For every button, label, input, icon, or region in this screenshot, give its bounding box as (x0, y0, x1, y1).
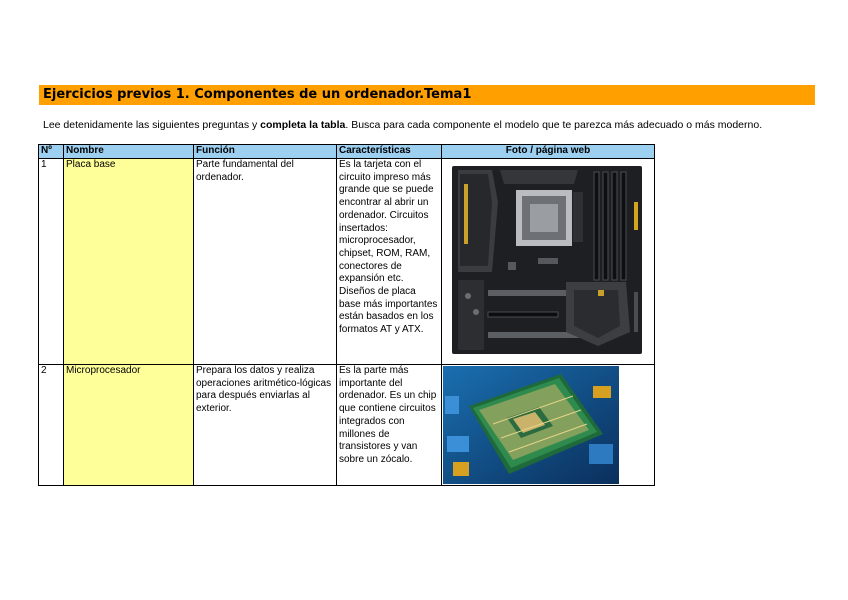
instructions-text: Lee detenidamente las siguientes preguntas y (43, 119, 261, 131)
table-row (39, 159, 655, 365)
motherboard-image (448, 162, 648, 358)
row-name: Microprocesador (64, 365, 194, 486)
row-name: Placa base (64, 159, 194, 365)
header-name: Nombre (64, 145, 194, 159)
header-photo: Foto / página web (442, 145, 655, 159)
header-features: Características (337, 145, 442, 159)
table-header-row (39, 145, 655, 159)
cpu-image (443, 366, 619, 484)
instructions-text-end: . Busca para cada componente el modelo que te parezca más adecuado o más moderno. (345, 119, 763, 131)
row-num: 2 (39, 365, 64, 486)
header-num: Nº (39, 145, 64, 159)
header-function: Función (194, 145, 337, 159)
row-function: Parte fundamental del ordenador. (194, 159, 337, 365)
row-features: Es la tarjeta con el circuito impreso más grande que se puede encontrar al abrir un ordenador. Circuitos insertados: microprocesador, chipset, ROM, RAM, conectores de expansión etc. Diseños de placa base más importantes están basados en los formatos AT y ATX. (337, 159, 442, 365)
page-title: Ejercicios previos 1. Componentes de un ordenador.Tema1 (43, 87, 472, 102)
components-table (38, 144, 655, 486)
row-num: 1 (39, 159, 64, 365)
title-bar (39, 85, 815, 105)
table-row (39, 365, 655, 486)
row-photo (442, 159, 655, 365)
row-function: Prepara los datos y realiza operaciones aritmético-lógicas para después enviarlas al exterior. (194, 365, 337, 486)
row-features: Es la parte más importante del ordenador. Es un chip que contiene circuitos integrados con millones de transistores y van sobre un zócalo. (337, 365, 442, 486)
row-photo (442, 365, 655, 486)
instructions-bold: completa la tabla (260, 119, 346, 131)
instructions (43, 119, 762, 131)
